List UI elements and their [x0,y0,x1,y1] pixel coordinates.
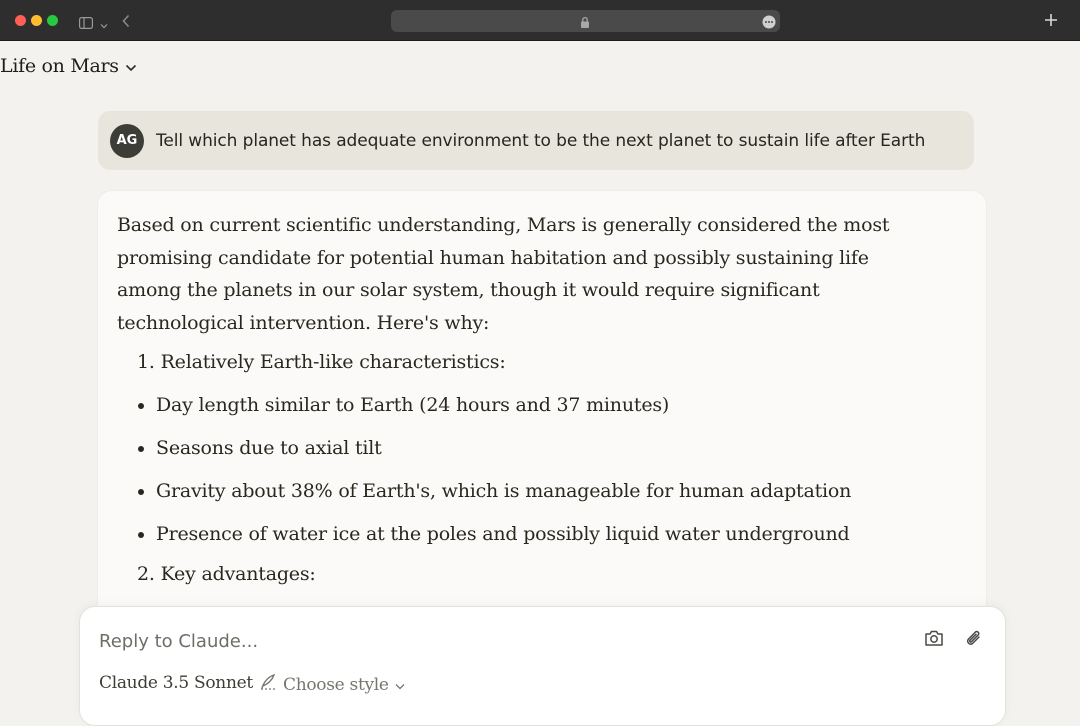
sidebar-toggle-icon[interactable] [79,14,93,33]
back-arrow-icon[interactable] [121,13,131,32]
list-item [117,346,917,379]
more-options-icon[interactable] [762,14,776,33]
list-item [117,558,917,591]
camera-icon[interactable] [924,629,944,651]
style-label: Choose style [283,674,389,695]
assistant-message-body [117,209,917,632]
maximize-window-button[interactable] [47,15,58,26]
bullet [138,489,144,495]
minimize-window-button[interactable] [31,15,42,26]
list-item [117,389,917,422]
list-item [117,518,917,551]
list-number: 2. [137,563,155,585]
style-selector[interactable] [259,673,405,696]
plus-icon[interactable] [1044,12,1058,31]
list-heading: Relatively Earth-like characteristics: [160,351,506,373]
bullet-text: Gravity about 38% of Earth's, which is manageable for human adaptation [156,480,852,502]
bullet [138,532,144,538]
model-name: 3.5 Sonnet [162,673,253,693]
chevron-down-icon[interactable] [100,15,108,34]
paperclip-icon[interactable] [964,628,984,654]
bullet-text: Presence of water ice at the poles and possibly liquid water underground [156,523,850,545]
chevron-down-icon [395,675,405,695]
close-window-button[interactable] [15,15,26,26]
reply-composer [79,606,1006,726]
list-item [117,432,917,465]
model-brand: Claude [99,673,158,693]
reply-input[interactable] [99,627,879,655]
bullet [138,403,144,409]
lock-icon [580,14,590,33]
style-icon [259,673,277,696]
list-item [117,475,917,508]
chat-title-dropdown[interactable] [0,54,137,78]
user-message [98,111,974,170]
browser-toolbar [0,0,1080,41]
list-heading: Key advantages: [160,563,316,585]
assistant-message [98,191,986,651]
list-number: 1. [137,351,155,373]
bullet [138,446,144,452]
assistant-intro: Based on current scientific understanding, Mars is generally considered the most promising candidate for potential human habitation and possibly sustaining life among the planets in our solar system, though it would require significant technological intervention. Here's why: [117,214,890,334]
user-message-text: Tell which planet has adequate environment to be the next planet to sustain life after Earth [156,130,926,151]
address-bar[interactable] [391,10,780,32]
bullet-text: Seasons due to axial tilt [156,437,382,459]
chat-title: Life on Mars [0,55,119,77]
avatar: AG [110,124,144,158]
chevron-down-icon [125,55,137,77]
model-selector[interactable] [99,673,253,693]
bullet-text: Day length similar to Earth (24 hours and 37 minutes) [156,394,670,416]
